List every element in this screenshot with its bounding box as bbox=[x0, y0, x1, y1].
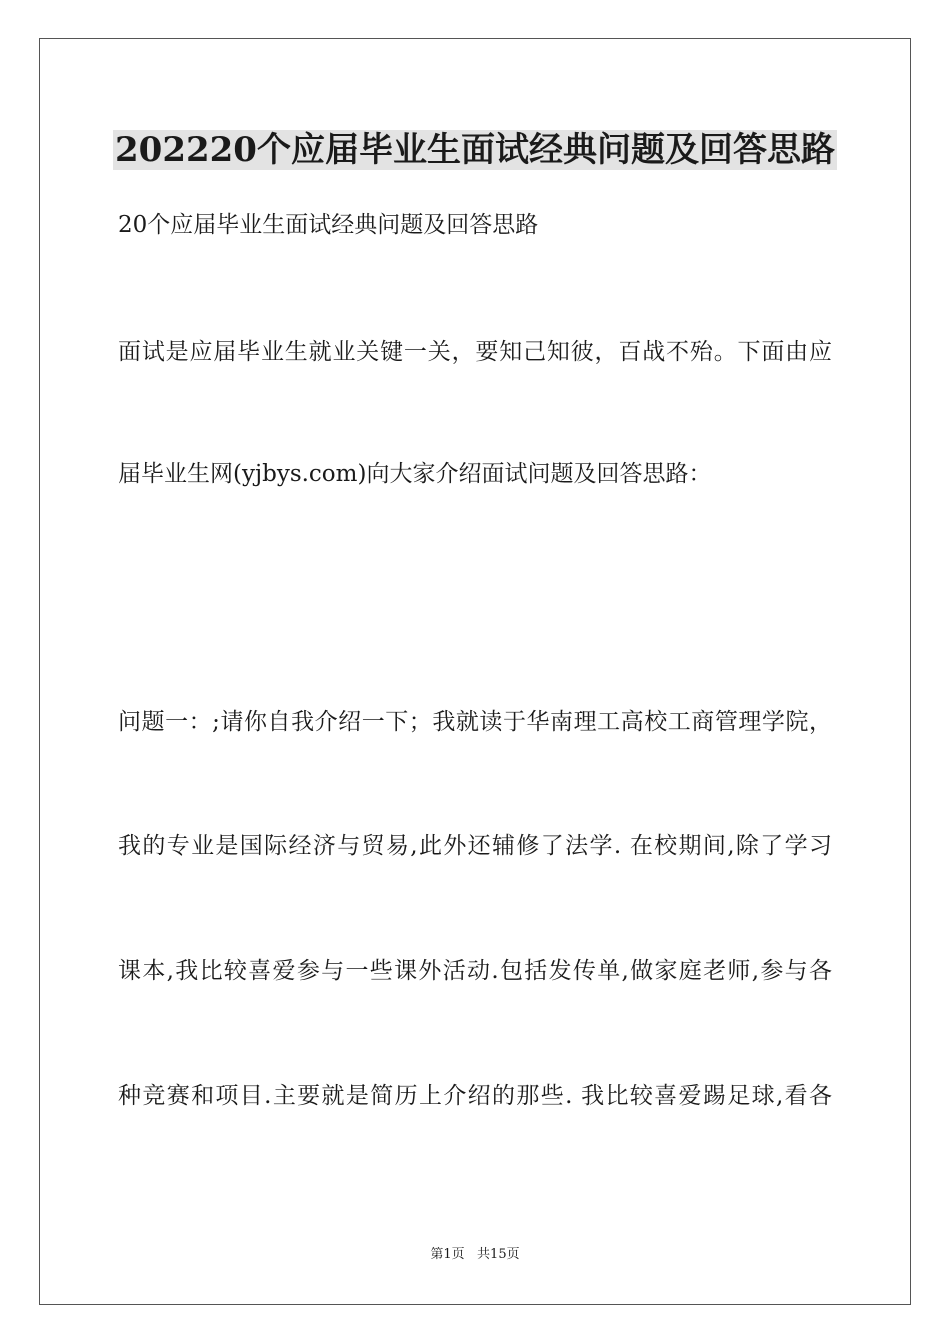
body-line-3: 问题一：;请你自我介绍一下；我就读于华南理工高校工商管理学院， bbox=[118, 709, 832, 735]
body-line-5: 课本,我比较喜爱参与一些课外活动.包括发传单,做家庭老师,参与各 bbox=[118, 958, 832, 984]
page-footer: 第1页 共15页 bbox=[430, 1247, 520, 1262]
document-title bbox=[0, 126, 950, 174]
body-line-6: 种竞赛和项目.主要就是简历上介绍的那些. 我比较喜爱踢足球,看各 bbox=[118, 1083, 832, 1109]
body-line-1: 面试是应届毕业生就业关键一关，要知己知彼，百战不殆。下面由应 bbox=[118, 339, 832, 365]
body-line-4: 我的专业是国际经济与贸易,此外还辅修了法学. 在校期间,除了学习 bbox=[118, 833, 832, 859]
document-title-text: 202220个应届毕业生面试经典问题及回答思路 bbox=[115, 130, 835, 170]
body-line-2: 届毕业生网(yjbys.com)向大家介绍面试问题及回答思路： bbox=[118, 461, 712, 487]
subtitle-line: 20个应届毕业生面试经典问题及回答思路 bbox=[118, 212, 539, 238]
